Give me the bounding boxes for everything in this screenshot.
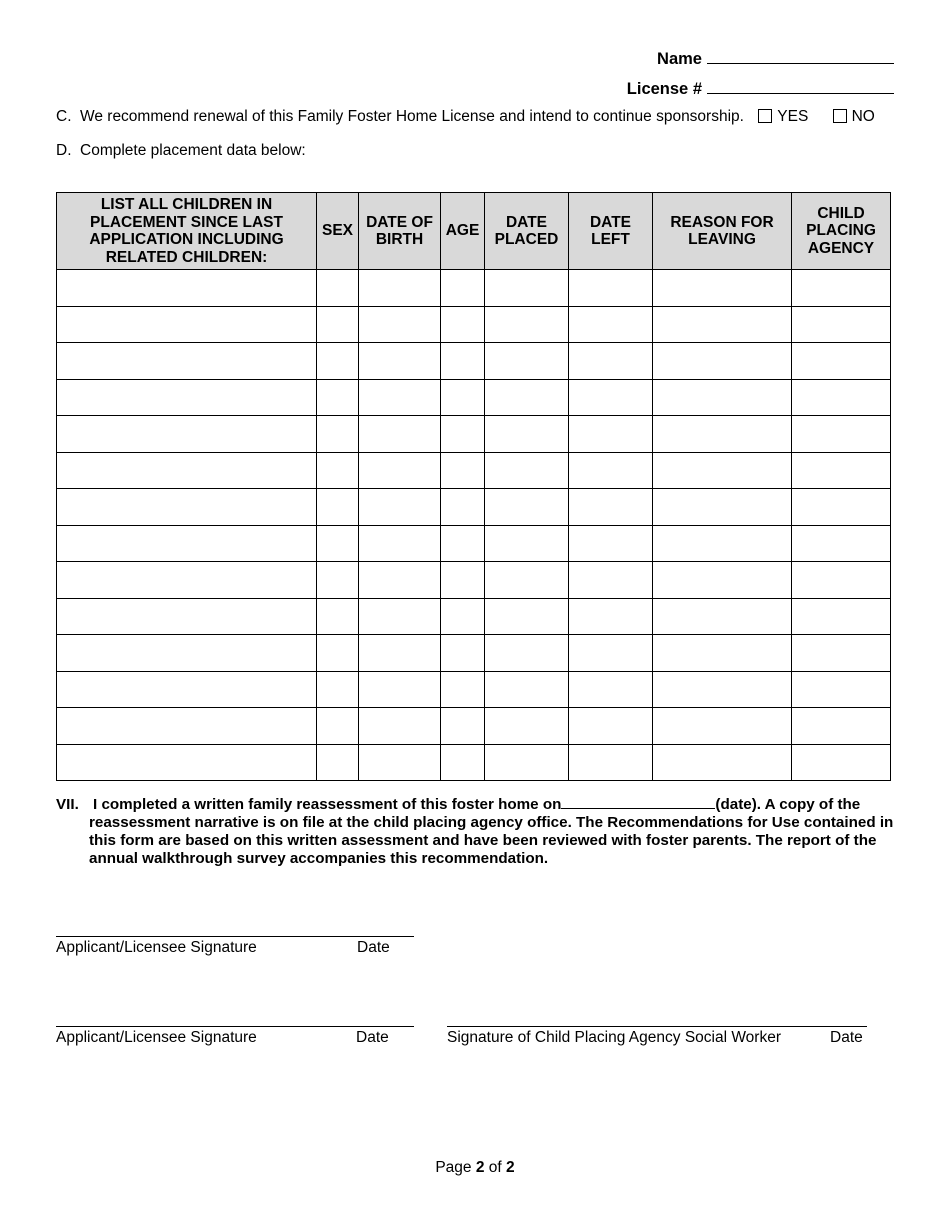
cell-child-name[interactable] [57, 379, 317, 416]
table-row [57, 671, 891, 708]
table-row [57, 489, 891, 526]
cell-date-left[interactable] [569, 708, 653, 745]
reassessment-date-blank[interactable] [561, 796, 715, 809]
applicant-1-date-label: Date [357, 939, 390, 956]
yes-checkbox[interactable] [758, 109, 772, 123]
section-vii-statement [56, 796, 896, 868]
placement-table-body [57, 270, 891, 781]
cell-sex[interactable] [317, 489, 359, 526]
cell-reason-for-leaving[interactable] [653, 708, 792, 745]
cell-reason-for-leaving[interactable] [653, 635, 792, 672]
social-worker-signature-label: Signature of Child Placing Agency Social Worker [447, 1029, 781, 1046]
cell-date-placed[interactable] [485, 416, 569, 453]
col-header-date-left: DATE LEFT [569, 193, 653, 270]
cell-date-placed[interactable] [485, 525, 569, 562]
col-header-date-of-birth: DATE OF BIRTH [359, 193, 441, 270]
page-number [0, 1159, 950, 1177]
table-row [57, 306, 891, 343]
table-row [57, 452, 891, 489]
item-c-renewal [56, 108, 875, 126]
cell-age[interactable] [441, 562, 485, 599]
cell-date-left[interactable] [569, 452, 653, 489]
cell-date-of-birth[interactable] [359, 379, 441, 416]
section-vii-number: VII. [56, 796, 79, 813]
table-row [57, 635, 891, 672]
cell-child-name[interactable] [57, 270, 317, 307]
cell-date-placed[interactable] [485, 744, 569, 781]
cell-sex[interactable] [317, 306, 359, 343]
cell-child-name[interactable] [57, 708, 317, 745]
cell-date-left[interactable] [569, 598, 653, 635]
cell-reason-for-leaving[interactable] [653, 525, 792, 562]
table-row [57, 562, 891, 599]
yes-option[interactable] [758, 108, 808, 126]
social-worker-date-label: Date [830, 1029, 863, 1046]
cell-date-of-birth[interactable] [359, 671, 441, 708]
cell-sex[interactable] [317, 671, 359, 708]
item-c-text: We recommend renewal of this Family Foster Home License and intend to continue sponsorship. [80, 108, 744, 125]
cell-age[interactable] [441, 416, 485, 453]
table-row [57, 379, 891, 416]
cell-child-name[interactable] [57, 306, 317, 343]
cell-date-placed[interactable] [485, 452, 569, 489]
applicant-1-signature-line[interactable] [56, 936, 414, 937]
applicant-2-signature-label: Applicant/Licensee Signature [56, 1029, 257, 1046]
cell-reason-for-leaving[interactable] [653, 379, 792, 416]
cell-child-placing-agency[interactable] [792, 671, 891, 708]
table-row [57, 270, 891, 307]
cell-child-placing-agency[interactable] [792, 744, 891, 781]
cell-child-placing-agency[interactable] [792, 489, 891, 526]
page-word: Page [435, 1159, 472, 1176]
cell-reason-for-leaving[interactable] [653, 598, 792, 635]
cell-child-name[interactable] [57, 343, 317, 380]
cell-age[interactable] [441, 744, 485, 781]
license-blank-line[interactable] [707, 80, 894, 94]
cell-date-left[interactable] [569, 562, 653, 599]
cell-reason-for-leaving[interactable] [653, 744, 792, 781]
cell-date-of-birth[interactable] [359, 452, 441, 489]
table-row [57, 343, 891, 380]
cell-reason-for-leaving[interactable] [653, 489, 792, 526]
page-current: 2 [475, 1159, 485, 1176]
cell-date-of-birth[interactable] [359, 635, 441, 672]
cell-child-placing-agency[interactable] [792, 525, 891, 562]
cell-reason-for-leaving[interactable] [653, 416, 792, 453]
cell-sex[interactable] [317, 343, 359, 380]
cell-date-left[interactable] [569, 270, 653, 307]
cell-age[interactable] [441, 379, 485, 416]
cell-child-placing-agency[interactable] [792, 379, 891, 416]
cell-sex[interactable] [317, 562, 359, 599]
name-blank-line[interactable] [707, 50, 894, 64]
cell-sex[interactable] [317, 708, 359, 745]
cell-child-name[interactable] [57, 744, 317, 781]
cell-date-placed[interactable] [485, 598, 569, 635]
cell-sex[interactable] [317, 635, 359, 672]
applicant-2-date-label: Date [356, 1029, 389, 1046]
section-vii-text-after: (date). A copy of the reassessment narrative is on file at the child placing agency office. The Recommendations for Use contained in this form are based on this written assessment and have been reviewed with foster parents. The report of the annual walkthrough survey accompanies this recommendation. [89, 796, 894, 867]
cell-date-placed[interactable] [485, 562, 569, 599]
applicant-2-signature-line[interactable] [56, 1026, 414, 1027]
applicant-1-signature-label: Applicant/Licensee Signature [56, 939, 257, 956]
cell-date-placed[interactable] [485, 708, 569, 745]
cell-sex[interactable] [317, 598, 359, 635]
table-row [57, 744, 891, 781]
cell-age[interactable] [441, 598, 485, 635]
cell-age[interactable] [441, 489, 485, 526]
cell-child-name[interactable] [57, 525, 317, 562]
cell-date-placed[interactable] [485, 379, 569, 416]
table-row [57, 416, 891, 453]
cell-date-of-birth[interactable] [359, 708, 441, 745]
cell-date-placed[interactable] [485, 489, 569, 526]
cell-date-placed[interactable] [485, 343, 569, 380]
cell-reason-for-leaving[interactable] [653, 671, 792, 708]
cell-child-placing-agency[interactable] [792, 635, 891, 672]
cell-reason-for-leaving[interactable] [653, 452, 792, 489]
cell-age[interactable] [441, 343, 485, 380]
cell-sex[interactable] [317, 270, 359, 307]
cell-child-placing-agency[interactable] [792, 562, 891, 599]
cell-age[interactable] [441, 708, 485, 745]
cell-date-placed[interactable] [485, 671, 569, 708]
cell-date-of-birth[interactable] [359, 306, 441, 343]
cell-sex[interactable] [317, 744, 359, 781]
cell-date-left[interactable] [569, 744, 653, 781]
cell-age[interactable] [441, 525, 485, 562]
cell-date-left[interactable] [569, 416, 653, 453]
cell-date-left[interactable] [569, 671, 653, 708]
no-checkbox[interactable] [833, 109, 847, 123]
cell-sex[interactable] [317, 525, 359, 562]
cell-child-placing-agency[interactable] [792, 598, 891, 635]
social-worker-signature-line[interactable] [447, 1026, 867, 1027]
cell-child-name[interactable] [57, 635, 317, 672]
cell-child-placing-agency[interactable] [792, 708, 891, 745]
cell-date-of-birth[interactable] [359, 598, 441, 635]
cell-sex[interactable] [317, 379, 359, 416]
placement-table [56, 192, 891, 781]
cell-age[interactable] [441, 452, 485, 489]
cell-date-left[interactable] [569, 306, 653, 343]
cell-reason-for-leaving[interactable] [653, 270, 792, 307]
col-header-date-placed: DATE PLACED [485, 193, 569, 270]
of-word: of [488, 1159, 502, 1176]
cell-date-of-birth[interactable] [359, 744, 441, 781]
col-header-age: AGE [441, 193, 485, 270]
cell-date-of-birth[interactable] [359, 525, 441, 562]
cell-age[interactable] [441, 306, 485, 343]
item-d-text: Complete placement data below: [80, 142, 306, 159]
cell-age[interactable] [441, 270, 485, 307]
cell-date-of-birth[interactable] [359, 562, 441, 599]
cell-child-name[interactable] [57, 671, 317, 708]
cell-reason-for-leaving[interactable] [653, 562, 792, 599]
cell-date-left[interactable] [569, 379, 653, 416]
cell-child-name[interactable] [57, 489, 317, 526]
no-label: NO [851, 108, 875, 125]
cell-child-placing-agency[interactable] [792, 270, 891, 307]
cell-date-of-birth[interactable] [359, 270, 441, 307]
table-row [57, 708, 891, 745]
cell-child-name[interactable] [57, 416, 317, 453]
col-header-reason-for-leaving: REASON FOR LEAVING [653, 193, 792, 270]
cell-sex[interactable] [317, 452, 359, 489]
section-vii-text-before: I completed a written family reassessment of this foster home on [93, 796, 562, 813]
license-field[interactable] [627, 80, 894, 99]
cell-date-left[interactable] [569, 525, 653, 562]
cell-date-of-birth[interactable] [359, 416, 441, 453]
name-label: Name [657, 50, 702, 68]
page-total: 2 [506, 1159, 515, 1176]
cell-age[interactable] [441, 635, 485, 672]
cell-child-placing-agency[interactable] [792, 343, 891, 380]
cell-date-placed[interactable] [485, 270, 569, 307]
cell-date-left[interactable] [569, 489, 653, 526]
cell-date-left[interactable] [569, 343, 653, 380]
cell-child-name[interactable] [57, 562, 317, 599]
cell-child-placing-agency[interactable] [792, 306, 891, 343]
col-header-children: LIST ALL CHILDREN IN PLACEMENT SINCE LAST APPLICATION INCLUDING RELATED CHILDREN: [57, 193, 317, 270]
table-row [57, 598, 891, 635]
col-header-sex: SEX [317, 193, 359, 270]
cell-reason-for-leaving[interactable] [653, 306, 792, 343]
cell-reason-for-leaving[interactable] [653, 343, 792, 380]
cell-child-name[interactable] [57, 452, 317, 489]
cell-sex[interactable] [317, 416, 359, 453]
cell-age[interactable] [441, 671, 485, 708]
col-header-child-placing-agency: CHILD PLACING AGENCY [792, 193, 891, 270]
cell-child-placing-agency[interactable] [792, 416, 891, 453]
no-option[interactable] [833, 108, 875, 126]
cell-date-of-birth[interactable] [359, 343, 441, 380]
license-label: License # [626, 80, 702, 98]
item-d-letter: D. [56, 142, 72, 159]
name-field[interactable] [657, 50, 894, 69]
cell-child-placing-agency[interactable] [792, 452, 891, 489]
yes-label: YES [777, 108, 809, 125]
table-header-row [57, 193, 891, 270]
cell-date-of-birth[interactable] [359, 489, 441, 526]
item-d-instructions [56, 142, 306, 160]
cell-date-placed[interactable] [485, 635, 569, 672]
cell-date-left[interactable] [569, 635, 653, 672]
table-row [57, 525, 891, 562]
cell-child-name[interactable] [57, 598, 317, 635]
item-c-letter: C. [56, 108, 72, 125]
cell-date-placed[interactable] [485, 306, 569, 343]
